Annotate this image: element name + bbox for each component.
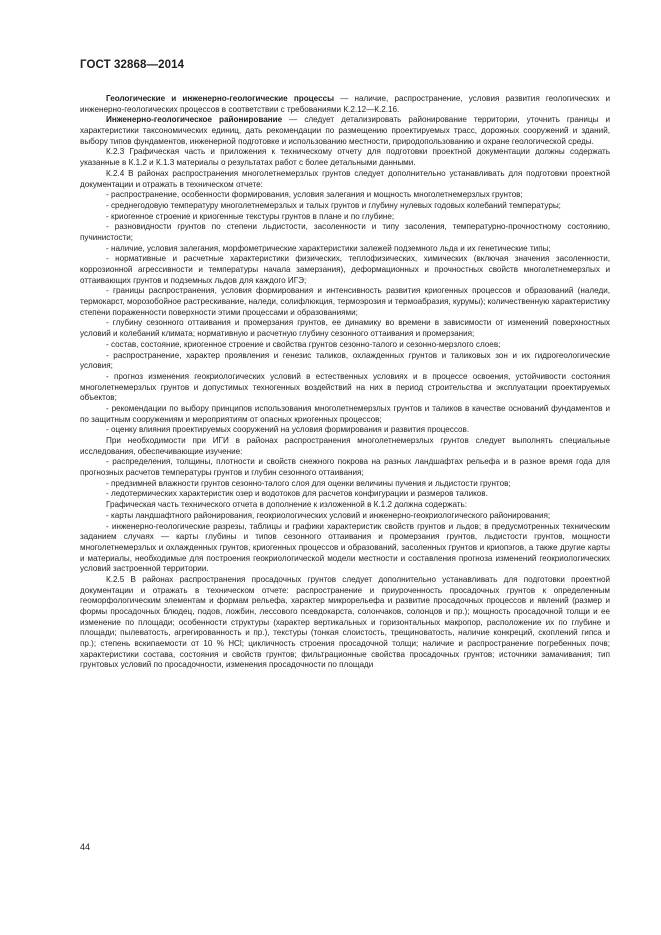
body-paragraph (80, 115, 610, 147)
body-paragraph (80, 286, 610, 318)
body-paragraph (80, 351, 610, 372)
term-heading: Геологические и инженерно-геологические процессы (106, 94, 335, 103)
body-paragraph (80, 340, 610, 351)
paragraph-text: - инженерно-геологические разрезы, таблицы и графики характеристик свойств грунтов и льдов; в предусмотренных техническим заданием случаях — карты глубины и типов сезонного оттаивания и промерзания грунтов, льдистости грунтов, мощности многолетнемерзлых и охлажденных грунтов, криогенных процессов и образований, засоленных грунтов и криопэгов, а также другие карты и материалы, необходимые для построения геокриологической модели местности и составления прогноза изменений геокриологических условий застроенной территории. (80, 521, 610, 574)
paragraph-text: — наличие, распространение, условия развития геологических и инженерно-геологических процессов в соответствии с требованиями К.2.12—К.2.16. (80, 94, 610, 114)
term-heading: Инженерно-геологическое районирование (106, 115, 283, 125)
document-body (80, 94, 610, 671)
body-paragraph (80, 436, 610, 457)
paragraph-text: - предзимней влажности грунтов сезонно-талого слоя для оценки величины пучения и льдистости грунтов; (106, 478, 511, 488)
page-number: 44 (80, 842, 91, 852)
paragraph-text: - криогенное строение и криогенные текстуры грунтов в плане и по глубине; (106, 211, 395, 221)
paragraph-text: Графическая часть технического отчета в дополнение к изложенной в К.1.2 должна содержать: (106, 500, 468, 510)
paragraph-text: - ледотермических характеристик озер и водотоков для расчетов конфигурации и размеров таликов. (106, 489, 488, 499)
paragraph-text: - состав, состояние, криогенное строение и свойства грунтов сезонно-талого и сезонно-мерзлого слоев; (106, 339, 501, 349)
paragraph-text: - распространение, характер проявления и генезис таликов, охлажденных грунтов и таликовых зон и их гидрогеологические условия; (80, 350, 610, 371)
body-paragraph (80, 500, 610, 511)
body-paragraph (80, 522, 610, 575)
body-paragraph (80, 244, 610, 255)
paragraph-text: - наличие, условия залегания, морфометрические характеристики залежей подземного льда и их генетические типы; (106, 243, 551, 253)
paragraph-text: - разновидности грунтов по степени льдистости, засоленности и типу засоления, температурно-прочностному состоянию, пучинистости; (80, 222, 610, 242)
body-paragraph (80, 404, 610, 425)
body-paragraph (80, 489, 610, 500)
body-paragraph (80, 372, 610, 404)
body-paragraph (80, 222, 610, 243)
paragraph-text: — следует детализировать районирование территории, уточнить границы и характеристики таксономических единиц, дать рекомендации по размещению проектируемых трасс, дорожных сооружений и зданий, выбору типов фундаментов, инженерной подготовке и использованию местности, природопользованию и охране геологической среды. (80, 115, 610, 146)
body-paragraph (80, 318, 610, 339)
body-paragraph (80, 190, 610, 201)
paragraph-text: При необходимости при ИГИ в районах распространения многолетнемерзлых грунтов следует выполнять специальные исследования, обеспечивающие изучение: (80, 436, 610, 456)
body-paragraph (80, 169, 610, 190)
paragraph-text: - распространение, особенности формирования, условия залегания и мощность многолетнемерзлых грунтов; (106, 190, 523, 200)
paragraph-text: - нормативные и расчетные характеристики физических, теплофизических, химических (включая значения засоленности, коррозионной агрессивности и температуры начала замерзания), деформационных и прочностных свойств многолетнемерзлых и оттаивающих грунтов и подземных льдов для каждого ИГЭ; (80, 254, 610, 285)
paragraph-text: - карты ландшафтного районирования, геокриологических условий и инженерно-геокриологического районирования; (106, 510, 551, 520)
paragraph-text: - границы распространения, условия формирования и интенсивность развития криогенных процессов и образований (наледи, термокарст, морозобойное растрескивание, наледи, солифлюкция, термоэрозия и термоабразия, курумы); количественную характеристику степени пораженности поверхности этими процессами и образованиями; (80, 286, 610, 317)
body-paragraph (80, 201, 610, 212)
body-paragraph (80, 147, 610, 168)
body-paragraph (80, 212, 610, 223)
body-paragraph (80, 94, 610, 115)
body-paragraph (80, 479, 610, 490)
paragraph-text: - глубину сезонного оттаивания и промерзания грунтов, ее динамику во времени в зависимости от изменений поверхностных условий и колебаний климата; нормативную и расчетную глубину сезонного оттаивания и промерзания; (80, 318, 610, 339)
paragraph-text: - распределения, толщины, плотности и свойств снежного покрова на разных ландшафтах рельефа и в разное время года для прогнозных расчетов температуры грунтов и глубин сезонного оттаивания; (80, 457, 610, 478)
body-paragraph (80, 457, 610, 478)
paragraph-text: - оценку влияния проектируемых сооружений на условия формирования и развития процессов. (106, 425, 470, 435)
body-paragraph (80, 254, 610, 286)
body-paragraph (80, 511, 610, 522)
paragraph-text: К.2.3 Графическая часть и приложения к техническому отчету для подготовки проектной документации должны содержать указанные в К.1.2 и К.1.3 материалы о результатах работ с более детальными данными. (80, 147, 610, 168)
document-header: ГОСТ 32868—2014 (80, 59, 185, 71)
body-paragraph (80, 575, 610, 671)
paragraph-text: К.2.5 В районах распространения просадочных грунтов следует дополнительно устанавливать для подготовки проектной документации и отражать в техническом отчете: распространение и приуроченность просадочных грунтов к определенным геоморфологическим элементам и формам рельефа, характер микрорельефа и развитие просадочных процессов и явлений (размер и формы просадочных блюдец, подов, ложбин, лессового псевдокарста, солончаков, солонцов и пр.); мощность просадочной толщи и ее изменение по площади; особенности структуры (характер вертикальных и горизонтальных макропор, расположение их по глубине и площади; пылеватость, агрегированность и пр.), текстуры (тонкая слоистость, трещиноватость, наличие конкреций, скоплений гипса и пр.); степень вскипаемости от 10 % HCl; цикличность строения просадочной толщи; наличие и распространение погребенных почв; характеристики состава, состояния и свойств грунтов; фильтрационные свойства просадочных грунтов; источники замачивания; тип грунтовых условий по просадочности, изменения просадочности по площади (80, 574, 610, 670)
body-paragraph (80, 425, 610, 436)
paragraph-text: - прогноз изменения геокриологических условий в естественных условиях и в процессе освоения, устойчивости состояния многолетнемерзлых грунтов и допустимых техногенных воздействий на них в период строительства и эксплуатации проектируемых объектов; (80, 371, 610, 403)
paragraph-text: - среднегодовую температуру многолетнемерзлых и талых грунтов и глубину нулевых годовых колебаний температуры; (106, 200, 561, 210)
paragraph-text: К.2.4 В районах распространения многолетнемерзлых грунтов следует дополнительно устанавливать для подготовки проектной документации и отражать в техническом отчете: (80, 168, 610, 189)
paragraph-text: - рекомендации по выбору принципов использования многолетнемерзлых грунтов и таликов в качестве оснований фундаментов и по защитным сооружениям и мероприятиям от опасных криогенных процессов; (80, 403, 610, 424)
